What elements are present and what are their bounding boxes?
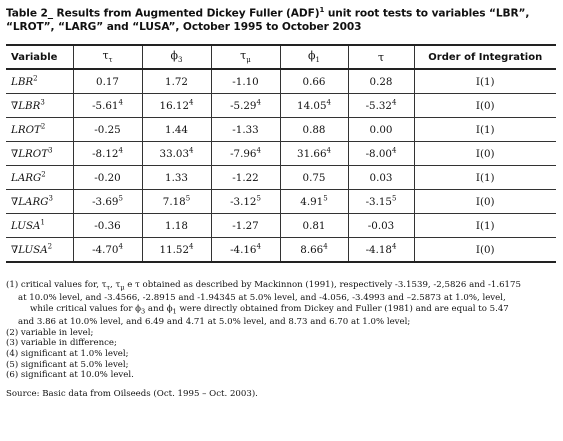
value-cell bbox=[280, 94, 348, 118]
statistic-value: -1.10 bbox=[232, 75, 259, 88]
value-cell bbox=[280, 238, 348, 263]
statistic-value: -0.25 bbox=[94, 123, 121, 136]
table-header-row bbox=[6, 45, 556, 69]
order-of-integration-cell: I(1) bbox=[414, 118, 556, 142]
value-cell bbox=[142, 142, 211, 166]
value-cell bbox=[142, 94, 211, 118]
significance-mark: 4 bbox=[326, 98, 331, 107]
variable-name: LBR bbox=[11, 75, 34, 88]
note-4: (4) significant at 1.0% level; bbox=[6, 349, 129, 359]
variable-footnote-mark: 2 bbox=[33, 74, 38, 83]
header-tau-mu bbox=[211, 45, 280, 69]
value-cell bbox=[348, 166, 414, 190]
statistic-value: 8.66 bbox=[300, 243, 324, 256]
header-phi3-subscript: 3 bbox=[178, 56, 183, 65]
variable-cell bbox=[6, 238, 73, 263]
statistic-value: 14.05 bbox=[297, 99, 327, 112]
note-6: (6) significant at 10.0% level. bbox=[6, 370, 134, 381]
note-1-line-1 bbox=[6, 280, 558, 293]
statistic-value: 0.00 bbox=[369, 123, 393, 136]
significance-mark: 4 bbox=[391, 146, 397, 155]
statistic-value: -8.12 bbox=[92, 147, 119, 160]
note-1-line-4: and 3.86 at 10.0% level, and 6.49 and 4.71 at 5.0% level, and 8.73 and 6.70 at 1.0% level; bbox=[18, 317, 411, 328]
statistic-value: 11.52 bbox=[159, 243, 189, 256]
value-cell bbox=[348, 94, 414, 118]
statistic-value: -4.18 bbox=[365, 243, 392, 256]
statistic-value: -4.16 bbox=[230, 243, 257, 256]
header-tau-tau bbox=[73, 45, 142, 69]
value-cell bbox=[280, 142, 348, 166]
statistic-value: -1.27 bbox=[232, 219, 259, 232]
note-5: (5) significant at 5.0% level; bbox=[6, 359, 129, 370]
statistic-value: -3.12 bbox=[230, 195, 257, 208]
statistic-value: 1.18 bbox=[165, 219, 188, 232]
variable-footnote-mark: 1 bbox=[40, 218, 45, 227]
statistic-value: -3.69 bbox=[92, 195, 119, 208]
adf-results-table bbox=[6, 44, 556, 263]
header-phi3-symbol: ϕ bbox=[170, 49, 179, 63]
value-cell bbox=[142, 238, 211, 263]
value-cell bbox=[280, 214, 348, 238]
value-cell bbox=[73, 190, 142, 214]
header-tau-mu-subscript: μ bbox=[246, 56, 251, 65]
significance-mark: 4 bbox=[118, 242, 123, 251]
value-cell bbox=[280, 190, 348, 214]
header-tau-symbol: τ bbox=[377, 50, 385, 64]
value-cell bbox=[348, 69, 414, 94]
statistic-value: 1.72 bbox=[165, 75, 188, 88]
significance-mark: 5 bbox=[118, 194, 123, 203]
variable-name: LUSA bbox=[11, 219, 41, 232]
note-1-line-2: at 10.0% level, and -3.4566, -2.8915 and -1.94345 at 5.0% level, and -4.056, -3.4993 and –2.5873 at 1.0%, level, bbox=[18, 293, 506, 304]
value-cell bbox=[348, 214, 414, 238]
variable-footnote-mark: 2 bbox=[40, 122, 46, 131]
order-of-integration-cell: I(1) bbox=[414, 214, 556, 238]
order-of-integration-cell: I(0) bbox=[414, 94, 556, 118]
significance-mark: 4 bbox=[118, 146, 123, 155]
value-cell bbox=[211, 166, 280, 190]
statistic-value: 0.75 bbox=[302, 171, 326, 184]
value-cell bbox=[73, 142, 142, 166]
header-phi1 bbox=[280, 45, 348, 69]
caption-line-2: “LROT”, “LARG” and “LUSA”, October 1995 to October 2003 bbox=[6, 20, 362, 33]
significance-mark: 4 bbox=[323, 242, 328, 251]
note-1-sub-a: τ bbox=[106, 283, 111, 292]
table-row bbox=[6, 214, 556, 238]
value-cell bbox=[142, 118, 211, 142]
statistic-value: -1.33 bbox=[232, 123, 259, 136]
order-of-integration-cell: I(1) bbox=[414, 166, 556, 190]
value-cell bbox=[348, 142, 414, 166]
value-cell bbox=[73, 118, 142, 142]
variable-cell bbox=[6, 118, 73, 142]
value-cell bbox=[211, 94, 280, 118]
source-note: Source: Basic data from Oilseeds (Oct. 1995 – Oct. 2003). bbox=[6, 388, 258, 399]
value-cell bbox=[142, 69, 211, 94]
variable-footnote-mark: 2 bbox=[47, 242, 53, 251]
significance-mark: 5 bbox=[185, 194, 191, 203]
significance-mark: 5 bbox=[256, 194, 261, 203]
header-tau bbox=[348, 45, 414, 69]
statistic-value: 7.18 bbox=[162, 195, 186, 208]
variable-cell bbox=[6, 94, 73, 118]
order-of-integration-cell: I(0) bbox=[414, 238, 556, 263]
value-cell bbox=[211, 190, 280, 214]
table-row bbox=[6, 166, 556, 190]
statistic-value: 0.03 bbox=[369, 171, 393, 184]
value-cell bbox=[73, 94, 142, 118]
significance-mark: 4 bbox=[256, 242, 261, 251]
note-1-line-3-c: were directly obtained from Dickey and Fuller (1981) and are equal to 5.47 bbox=[176, 303, 509, 314]
caption-line-1 bbox=[6, 4, 558, 21]
note-2: (2) variable in level; bbox=[6, 327, 94, 338]
note-1-text-b: , τ bbox=[110, 280, 121, 290]
variable-footnote-mark: 3 bbox=[40, 98, 45, 107]
table-row bbox=[6, 190, 556, 214]
significance-mark: 4 bbox=[391, 98, 397, 107]
statistic-value: 0.81 bbox=[302, 219, 326, 232]
statistic-value: 0.17 bbox=[96, 75, 119, 88]
statistic-value: -5.29 bbox=[230, 99, 257, 112]
significance-mark: 4 bbox=[391, 242, 397, 251]
statistic-value: 0.28 bbox=[369, 75, 393, 88]
statistic-value: -3.15 bbox=[365, 195, 392, 208]
variable-name: ∇LUSA bbox=[11, 243, 48, 256]
value-cell bbox=[73, 238, 142, 263]
significance-mark: 5 bbox=[323, 194, 328, 203]
variable-cell bbox=[6, 142, 73, 166]
significance-mark: 4 bbox=[118, 98, 123, 107]
statistic-value: 0.66 bbox=[302, 75, 326, 88]
significance-mark: 4 bbox=[256, 146, 261, 155]
value-cell bbox=[142, 166, 211, 190]
value-cell bbox=[142, 214, 211, 238]
table-row bbox=[6, 238, 556, 263]
statistic-value: -0.20 bbox=[94, 171, 121, 184]
value-cell bbox=[280, 69, 348, 94]
note-3: (3) variable in difference; bbox=[6, 338, 117, 349]
statistic-value: 1.33 bbox=[165, 171, 188, 184]
table-row bbox=[6, 94, 556, 118]
statistic-value: 4.91 bbox=[300, 195, 324, 208]
table-notes bbox=[6, 280, 558, 399]
statistic-value: 33.03 bbox=[159, 147, 189, 160]
statistic-value: 16.12 bbox=[159, 99, 189, 112]
statistic-value: -8.00 bbox=[365, 147, 392, 160]
header-tau-mu-symbol: τ bbox=[240, 49, 247, 63]
note-1-line-3-b: and ϕ bbox=[145, 303, 173, 314]
header-phi1-symbol: ϕ bbox=[308, 49, 316, 63]
table-row bbox=[6, 142, 556, 166]
caption-footnote-mark: 1 bbox=[319, 6, 325, 14]
statistic-value: 1.44 bbox=[165, 123, 188, 136]
value-cell bbox=[73, 69, 142, 94]
order-of-integration-cell: I(0) bbox=[414, 142, 556, 166]
table-row bbox=[6, 69, 556, 94]
value-cell bbox=[348, 118, 414, 142]
header-variable: Variable bbox=[6, 45, 73, 69]
note-1-text-c: e τ obtained as described by Mackinnon (1991), respectively -3.1539, -2,5826 and -1.6175 bbox=[124, 280, 521, 290]
note-1-line-3-sub1: 3 bbox=[141, 307, 146, 316]
variable-footnote-mark: 2 bbox=[41, 170, 46, 179]
variable-cell bbox=[6, 69, 73, 94]
header-order-of-integration: Order of Integration bbox=[414, 45, 556, 69]
value-cell bbox=[280, 118, 348, 142]
variable-name: ∇LROT bbox=[11, 147, 49, 160]
caption-text-b: unit root tests to variables “LBR”, bbox=[324, 7, 530, 20]
variable-name: LARG bbox=[11, 171, 42, 184]
significance-mark: 4 bbox=[326, 146, 331, 155]
header-phi1-subscript: 1 bbox=[315, 56, 320, 65]
value-cell bbox=[348, 238, 414, 263]
value-cell bbox=[211, 238, 280, 263]
statistic-value: 31.66 bbox=[297, 147, 327, 160]
note-1-line-3 bbox=[6, 304, 558, 317]
header-tau-tau-symbol: τ bbox=[102, 49, 109, 63]
value-cell bbox=[348, 190, 414, 214]
significance-mark: 5 bbox=[391, 194, 397, 203]
variable-name: ∇LARG bbox=[11, 195, 49, 208]
header-phi3 bbox=[142, 45, 211, 69]
significance-mark: 4 bbox=[189, 98, 194, 107]
table-body bbox=[6, 69, 556, 262]
statistic-value: -0.36 bbox=[94, 219, 121, 232]
variable-footnote-mark: 3 bbox=[48, 146, 53, 155]
order-of-integration-cell: I(1) bbox=[414, 69, 556, 94]
variable-cell bbox=[6, 214, 73, 238]
note-1-sub-b: μ bbox=[120, 283, 125, 292]
variable-cell bbox=[6, 190, 73, 214]
order-of-integration-cell: I(0) bbox=[414, 190, 556, 214]
note-1-line-3-a: while critical values for ϕ bbox=[30, 303, 142, 314]
note-1-text-a: (1) critical values for, τ bbox=[6, 280, 107, 290]
statistic-value: -1.22 bbox=[232, 171, 259, 184]
variable-name: LROT bbox=[11, 123, 41, 136]
note-1-line-3-sub2: 1 bbox=[172, 307, 177, 316]
value-cell bbox=[211, 142, 280, 166]
value-cell bbox=[73, 166, 142, 190]
statistic-value: -7.96 bbox=[230, 147, 257, 160]
significance-mark: 4 bbox=[256, 98, 261, 107]
statistic-value: 0.88 bbox=[302, 123, 326, 136]
significance-mark: 4 bbox=[189, 242, 194, 251]
header-tau-tau-subscript: τ bbox=[108, 56, 113, 65]
statistic-value: -5.32 bbox=[365, 99, 392, 112]
value-cell bbox=[211, 118, 280, 142]
table-row bbox=[6, 118, 556, 142]
significance-mark: 4 bbox=[189, 146, 194, 155]
statistic-value: -0.03 bbox=[367, 219, 395, 232]
value-cell bbox=[211, 214, 280, 238]
value-cell bbox=[211, 69, 280, 94]
statistic-value: -5.61 bbox=[92, 99, 119, 112]
variable-footnote-mark: 3 bbox=[48, 194, 53, 203]
value-cell bbox=[142, 190, 211, 214]
value-cell bbox=[280, 166, 348, 190]
caption-text-a: Table 2_ Results from Augmented Dickey Fuller (ADF) bbox=[6, 7, 320, 20]
variable-cell bbox=[6, 166, 73, 190]
statistic-value: -4.70 bbox=[92, 243, 119, 256]
table-caption bbox=[6, 4, 558, 34]
value-cell bbox=[73, 214, 142, 238]
variable-name: ∇LBR bbox=[11, 99, 41, 112]
